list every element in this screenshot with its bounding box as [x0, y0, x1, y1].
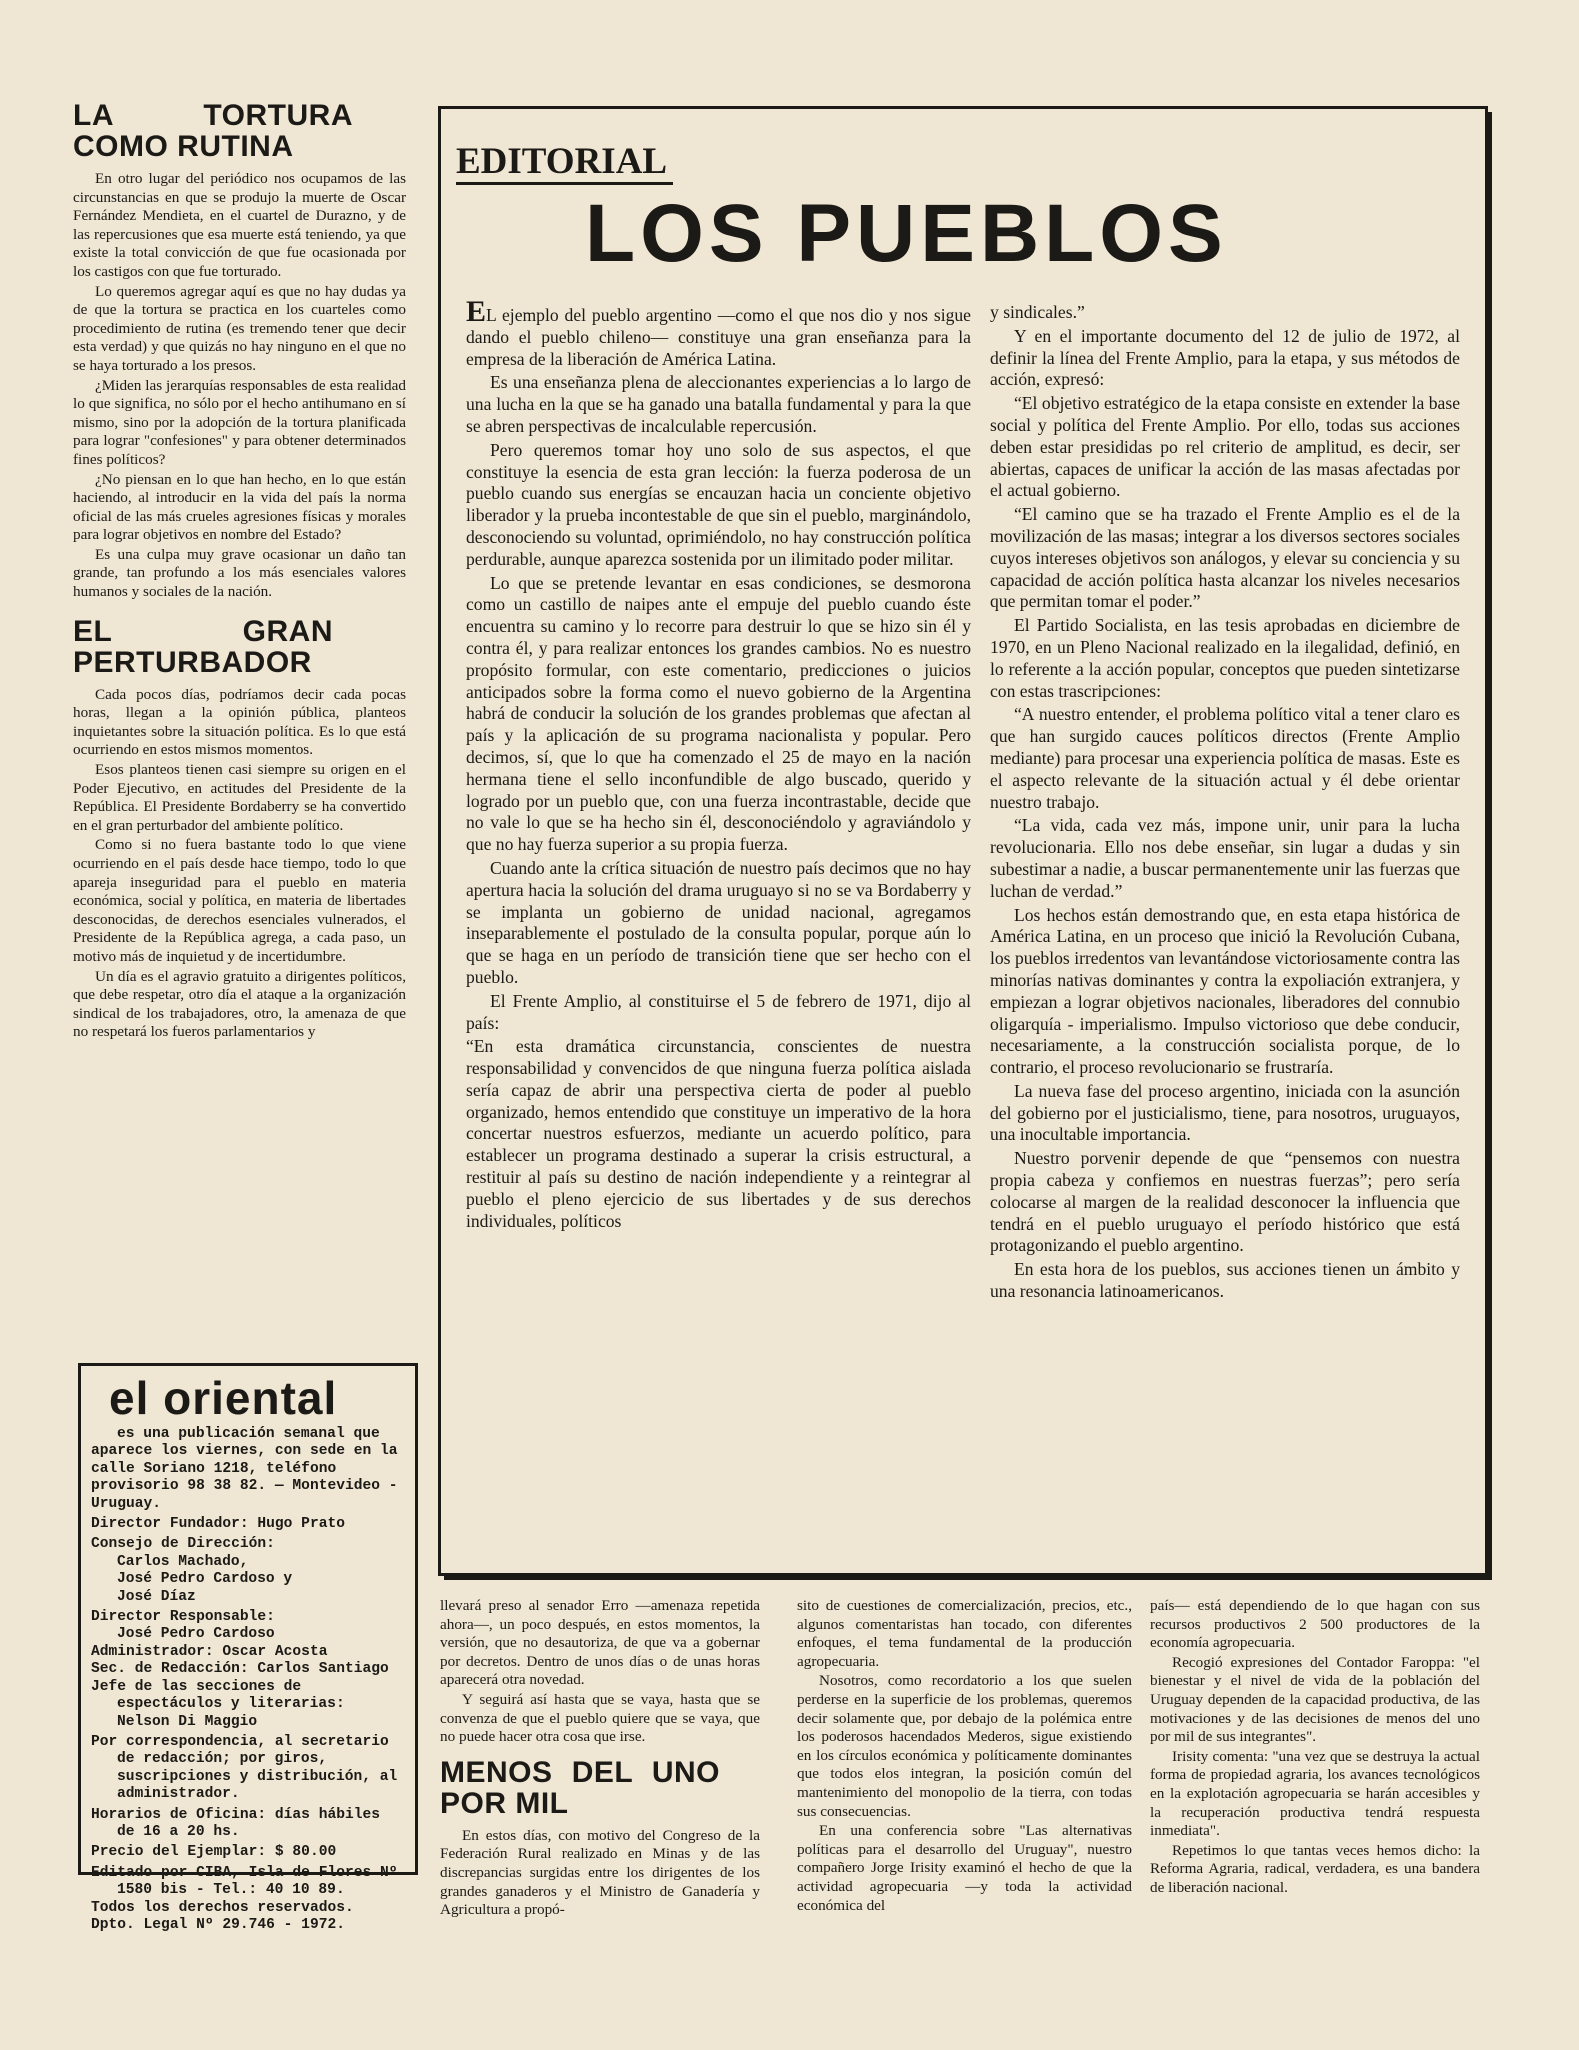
editorial-kicker: EDITORIAL [456, 142, 673, 185]
paragraph: Irisity comenta: "una vez que se destruya la actual forma de propiedad agraria, los avances tecnológicos en la explotación agropecuaria se harán accesibles y la recuperación productiva tendrá respuesta inmediata". [1150, 1747, 1480, 1840]
paragraph: y sindicales.” [990, 302, 1085, 322]
editorial-column-1 [466, 295, 971, 1234]
paragraph: Nuestro porvenir depende de que “pensemos con nuestra propia cabeza y confiemos en nuestras fuerzas”; pero sería colocarse al margen de la realidad desconocer la influencia que tendrá en el pueblo uruguayo el período histórico que está protagonizando el pueblo argentino. [990, 1148, 1460, 1256]
quote-paragraph: “En esta dramática circunstancia, conscientes de nuestra responsabilidad y convencidos de que ninguna fuerza política aislada sería capaz de abrir una perspectiva cierta de poder al pueblo organizado, hemos entendido que constituye un imperativo de la hora concertar nuestros esfuerzos, mediante un acuerdo político, para establecer un programa destinado a superar la crisis estructural, a restituir al país su destino de nación independiente y a reintegrar al pueblo el pleno ejercicio de sus libertades y de sus derechos individuales, políticos [466, 1036, 971, 1231]
masthead-board-1: Carlos Machado, [117, 1553, 249, 1570]
paragraph: En una conferencia sobre "Las alternativas políticas para el desarrollo del Uruguay", nuestro compañero Jorge Irisity examinó el hecho de que la actividad agropecuaria —y toda la actividad económica del [797, 1822, 1132, 1914]
masthead-jefe: Jefe de las secciones de espectáculos y literarias: Nelson Di Maggio [91, 1678, 345, 1730]
section-title-perturbador: EL GRAN PERTURBADOR [73, 614, 333, 679]
masthead-editado: Editado por CIBA, Isla de Flores Nº 1580 bis - Tel.: 40 10 89. [91, 1864, 398, 1899]
paragraph: “El camino que se ha trazado el Frente Amplio es el de la movilización de las masas; integrar a los diversos sectores sociales cuyos intereses objetivos son análogos, y elevar su conciencia y su capacidad de acción política hasta alcanzar los niveles necesarios que permitan tomar el poder.” [990, 504, 1460, 612]
masthead-admin: Administrador: Oscar Acosta [91, 1643, 328, 1660]
paragraph: La nueva fase del proceso argentino, iniciada con la asunción del gobierno por el justicialismo, tiene, para nosotros, uruguayos, una inocultable importancia. [990, 1080, 1460, 1145]
paragraph: Esos planteos tienen casi siempre su origen en el Poder Ejecutivo, en actitudes del Presidente de la República. El Presidente Bordaberry se ha convertido en el gran perturbador del ambiente político. [73, 761, 406, 834]
masthead-founder: Director Fundador: Hugo Prato [91, 1516, 345, 1533]
masthead-sec: Sec. de Redacción: Carlos Santiago [91, 1661, 389, 1678]
paragraph: “El objetivo estratégico de la etapa consiste en extender la base social y política del Frente Amplio. Por ello, todas sus acciones deben estar presididas po rel criterio de amplitud, es decir, ser abiertas, capaces de unificar la acción de las masas afectadas por el actual gobierno. [990, 393, 1460, 501]
masthead-board-label: Consejo de Dirección: [91, 1536, 275, 1553]
drop-cap: E [466, 295, 487, 328]
paragraph: Lo que se pretende levantar en esas condiciones, se desmorona como un castillo de naipes ante el empuje del pueblo cuando éste encuentra su camino y lo recorre para destruir lo que se hizo sin él y contra él, y para realizar entonces los grandes cambios. No es nuestro propósito formular, con este comentario, predicciones o juicios anticipados sobre la forma como el nuevo gobierno de la Argentina habrá de conducir la solución de los grandes problemas que afectan al país y la aplicación de su programa nacionalista y popular. Pero decimos, sí, que lo que ha comenzado el 25 de mayo en la nación hermana tiene el sello inconfundible de algo buscado, querido y logrado por un pueblo que, con una fuerza incontrastable, decide que no vale lo que se ha hecho sin él, desconociéndolo y agraviándolo y que no hay fuerza superior a su propia fuerza. [466, 572, 971, 855]
masthead-board-2: José Pedro Cardoso y [117, 1571, 293, 1588]
masthead-name: el oriental [109, 1372, 338, 1424]
paragraph: Como si no fuera bastante todo lo que viene ocurriendo en el país desde hace tiempo, todo lo que apareja inseguridad para el pueblo en materia económica, social y política, en materia de libertades desconocidas, de derechos esenciales vulnerados, el Presidente de la República agrega, a cada paso, un motivo más de inquietud y de incertidumbre. [73, 836, 406, 965]
masthead-precio: Precio del Ejemplar: $ 80.00 [91, 1844, 337, 1861]
paragraph: país— está dependiendo de lo que hagan con sus recursos productivos 2 500 productores de la economía agropecuaria. [1150, 1597, 1480, 1652]
editorial-box-shadow-right [1488, 112, 1492, 1580]
paragraph: Un día es el agravio gratuito a dirigentes políticos, que debe respetar, otro día el ataque a la organización sindical de los trabajadores, otro, la amenaza de que no respetará los fueros parlamentarios y [73, 967, 406, 1041]
masthead-legal: Dpto. Legal Nº 29.746 - 1972. [91, 1916, 345, 1933]
section-title-tortura: LA TORTURA COMO RUTINA [73, 99, 353, 163]
masthead-horarios: Horarios de Oficina: días hábiles de 16 a 20 hs. [91, 1806, 381, 1840]
paragraph: Nosotros, como recordatorio a los que suelen perderse en la superficie de los problemas, queremos decir solamente que, por debajo de la polémica entre los poderosos hacendados Mederos, sigue existiendo en los círculos económica y políticamente dominantes que todos elos integran, la posición común del mantenimiento del monopolio de la tierra, con todas sus consecuencias. [797, 1672, 1132, 1820]
masthead-intro: es una publicación semanal que aparece los viernes, con sede en la calle Soriano 1218, teléfono provisorio 98 38 82. — Montevideo - Uruguay. [91, 1426, 398, 1512]
editorial-headline: LOS PUEBLOS [585, 188, 1228, 279]
paragraph: En esta hora de los pueblos, sus acciones tienen un ámbito y una resonancia latinoamericanos. [990, 1259, 1460, 1302]
paragraph: “La vida, cada vez más, impone unir, unir para la lucha revolucionaria. Ello nos debe enseñar, sin lugar a dudas y sin subestimar a nadie, a buscar permanentemente unir las fuerzas que luchan de verdad.” [990, 815, 1460, 901]
paragraph: Repetimos lo que tantas veces hemos dicho: la Reforma Agraria, radical, verdadera, es una bandera de liberación nacional. [1150, 1841, 1480, 1896]
editorial-paragraph-first: EL ejemplo del pueblo argentino —como el que nos dio y nos sigue dando el pueblo chileno— constituye una gran enseñanza para la empresa de la liberación de América Latina. [466, 295, 971, 369]
masthead-box [78, 1363, 418, 1933]
masthead-derechos: Todos los derechos reservados. [91, 1899, 354, 1916]
masthead-resp-name: José Pedro Cardoso [117, 1626, 275, 1643]
paragraph: En estos días, con motivo del Congreso de la Federación Rural realizado en Minas y de las discrepancias surgidas entre los dirigentes de los grandes ganaderos y el Ministro de Ganadería y Agricultura a propó- [440, 1826, 760, 1919]
paragraph: Es una enseñanza plena de aleccionantes experiencias a lo largo de una lucha en la que se ha ganado una batalla fundamental y para la que se abren perspectivas de incalculable repercusión. [466, 372, 971, 436]
paragraph: “A nuestro entender, el problema político vital a tener claro es que han surgido cauces políticos directos (Frente Amplio mediante) para procesar una experiencia política de masas. Este es el aspecto relevante de la situación actual y él debe orientar nuestro trabajo. [990, 704, 1460, 812]
paragraph: Recogió expresiones del Contador Faroppa: "el bienestar y el nivel de vida de la población del Uruguay dependen de la capacidad productiva, de las motivaciones y de las decisiones de menos del uno por mil de sus integrantes". [1150, 1653, 1480, 1746]
section-title-menos: MENOS DEL UNO POR MIL [440, 1755, 720, 1820]
paragraph: Y seguirá así hasta que se vaya, hasta que se convenza de que el pueblo quiere que se vaya, que no puede hacer otra cosa que irse. [440, 1690, 760, 1746]
editorial-column-2 [990, 302, 1460, 1305]
paragraph: Lo queremos agregar aquí es que no hay dudas ya de que la tortura se practica en los cuarteles como procedimiento de rutina (es tremendo tener que decir esta verdad) y que quizás no hay ninguno en el que no se haya torturado a los presos. [73, 282, 406, 374]
paragraph: Es una culpa muy grave ocasionar un daño tan grande, tan profundo a los más esenciales valores humanos y sociales de la nación. [73, 545, 406, 601]
masthead-text [91, 1426, 405, 1934]
paragraph: sito de cuestiones de comercialización, precios, etc., algunos comentaristas han tocado, con diferentes enfoques, el tema fundamental de la producción agropecuaria. [797, 1597, 1132, 1670]
bottom-column-2 [797, 1597, 1132, 1916]
bottom-column-1 [440, 1597, 760, 1921]
paragraph: Los hechos están demostrando que, en esta etapa histórica de América Latina, en un proceso que inició la Revolución Cubana, los pueblos irredentos van levantándose victoriosamente contra las minorías nativas dominantes y contra la expoliación extranjera, y empiezan a lograr objetivos nacionales, liberadores del connubio oligarquía - imperialismo. Impulso victorioso que debe conducir, necesariamente, a la construcción socialista porque, de lo contrario, el proceso revolucionario se frustraría. [990, 904, 1460, 1078]
paragraph: ¿Miden las jerarquías responsables de esta realidad lo que significa, no sólo por el hecho antihumano en sí mismo, sino por la adopción de la tortura planificada para lograr "confesiones" y para obtener determinados fines políticos? [73, 376, 406, 468]
paragraph: Pero queremos tomar hoy uno solo de sus aspectos, el que constituye la esencia de esta gran lección: la fuerza poderosa de un pueblo cuando sus energías se encauzan hacia un conciente objetivo liberador y la prueba incontestable de que sin el pueblo, marginándolo, desconociendo su voluntad, oprimiéndolo, no hay construcción política perdurable, aunque aparezca sostenida por un ilimitado poder militar. [466, 439, 971, 569]
left-column [73, 100, 406, 1043]
paragraph: El Partido Socialista, en las tesis aprobadas en diciembre de 1970, en un Pleno Nacional realizado en la ilegalidad, definió, en lo referente a la acción popular, conceptos que pueden sintetizarse con estas trascripciones: [990, 615, 1460, 701]
paragraph: En otro lugar del periódico nos ocupamos de las circunstancias en que se produjo la muerte de Oscar Fernández Mendieta, en el cuartel de Durazno, y de las repercusiones que esa muerte está teniendo, ya que existe la total convicción de que fue ocasionada por los castigos con que fue torturado. [73, 170, 406, 280]
bottom-column-3 [1150, 1597, 1480, 1899]
paragraph: ¿No piensan en lo que han hecho, en lo que están haciendo, al introducir en la vida del país la norma oficial de las más crueles agresiones físicas y morales para lograr objetivos en nombre del Estado? [73, 470, 406, 544]
paragraph: llevará preso al senador Erro —amenaza repetida ahora—, un poco después, en estos momentos, la versión, que no desautoriza, de que va a gobernar por decretos. Dentro de unos días o de unas horas aparecerá otra novedad. [440, 1597, 760, 1689]
paragraph: Cuando ante la crítica situación de nuestro país decimos que no hay apertura hacia la solución del drama uruguayo si no se va Bordaberry y se implanta un gobierno de unidad nacional, agregamos inseparablemente el postulado de la consulta popular, porque aún lo que se haga en un período de transición tiene que ser hecho con el pueblo. [466, 857, 971, 987]
masthead-corresp: Por correspondencia, al secretario de redacción; por giros, suscripciones y distribución, al administrador. [91, 1733, 398, 1803]
paragraph: El Frente Amplio, al constituirse el 5 de febrero de 1971, dijo al país: [466, 990, 971, 1033]
editorial-box-shadow-bottom [444, 1576, 1492, 1580]
paragraph: Cada pocos días, podríamos decir cada pocas horas, llegan a la opinión pública, planteos inquietantes sobre la situación política. Es lo que está ocurriendo en estos mismos momentos. [73, 685, 406, 759]
masthead-resp-label: Director Responsable: [91, 1609, 275, 1626]
paragraph: Y en el importante documento del 12 de julio de 1972, al definir la línea del Frente Amplio, para la etapa, y sus métodos de acción, expresó: [990, 325, 1460, 390]
masthead-board-3: José Díaz [117, 1588, 196, 1605]
